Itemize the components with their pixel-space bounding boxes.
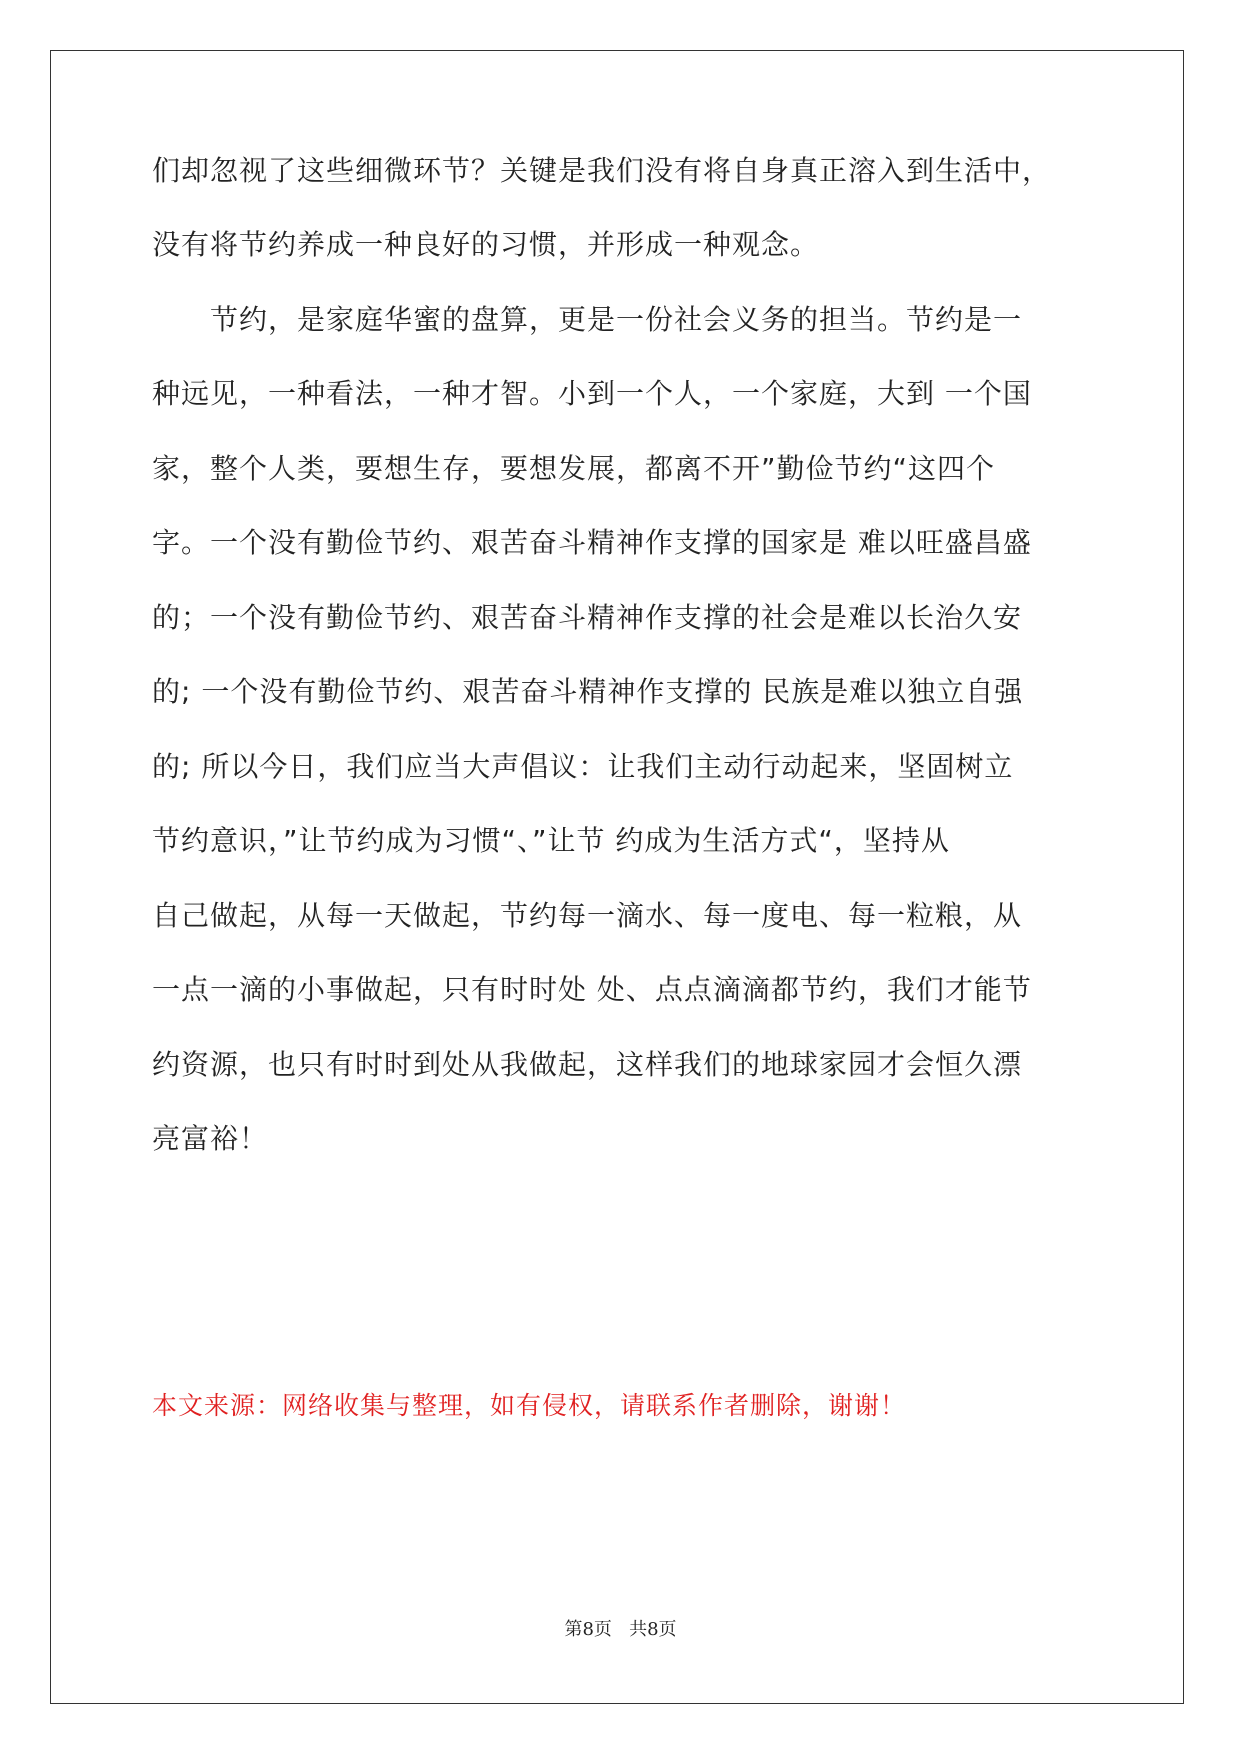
text-line: 的; 一个没有勤俭节约、艰苦奋斗精神作支撑的 民族是难以独立自强 — [152, 675, 1024, 708]
text-line: 的; 所以今日，我们应当大声倡议：让我们主动行动起来，坚固树立 — [152, 750, 1014, 783]
text-line: 一点一滴的小事做起，只有时时处 处、点点滴滴都节约，我们才能节 — [152, 973, 1032, 1006]
text-line: 节约意识，”让节约成为习惯“、”让节 约成为生活方式“，坚持从 — [152, 824, 950, 857]
source-note: 本文来源：网络收集与整理，如有侵权，请联系作者删除，谢谢！ — [152, 1391, 907, 1420]
text-line: 亮富裕！ — [152, 1122, 269, 1155]
text-line: 节约，是家庭华蜜的盘算，更是一份社会义务的担当。节约是一 — [152, 303, 1023, 336]
page-footer — [0, 1618, 1241, 1642]
text-line: 种远见，一种看法，一种才智。小到一个人，一个家庭，大到 一个国 — [152, 377, 1032, 410]
text-line: 字。一个没有勤俭节约、艰苦奋斗精神作支撑的国家是 难以旺盛昌盛 — [152, 526, 1032, 559]
page-total: 共8页 — [629, 1619, 677, 1640]
text-line: 家，整个人类，要想生存，要想发展，都离不开”勤俭节约“这四个 — [152, 452, 996, 485]
page-number: 第8页 — [564, 1619, 612, 1640]
text-line: 约资源，也只有时时到处从我做起，这样我们的地球家园才会恒久漂 — [152, 1048, 1023, 1081]
text-line: 们却忽视了这些细微环节？关键是我们没有将自身真正溶入到生活中， — [152, 154, 1052, 187]
text-line: 的；一个没有勤俭节约、艰苦奋斗精神作支撑的社会是难以长治久安 — [152, 601, 1023, 634]
text-line: 没有将节约养成一种良好的习惯，并形成一种观念。 — [152, 228, 820, 261]
text-line: 自己做起，从每一天做起，节约每一滴水、每一度电、每一粒粮，从 — [152, 899, 1023, 932]
page-border — [50, 50, 1184, 1704]
